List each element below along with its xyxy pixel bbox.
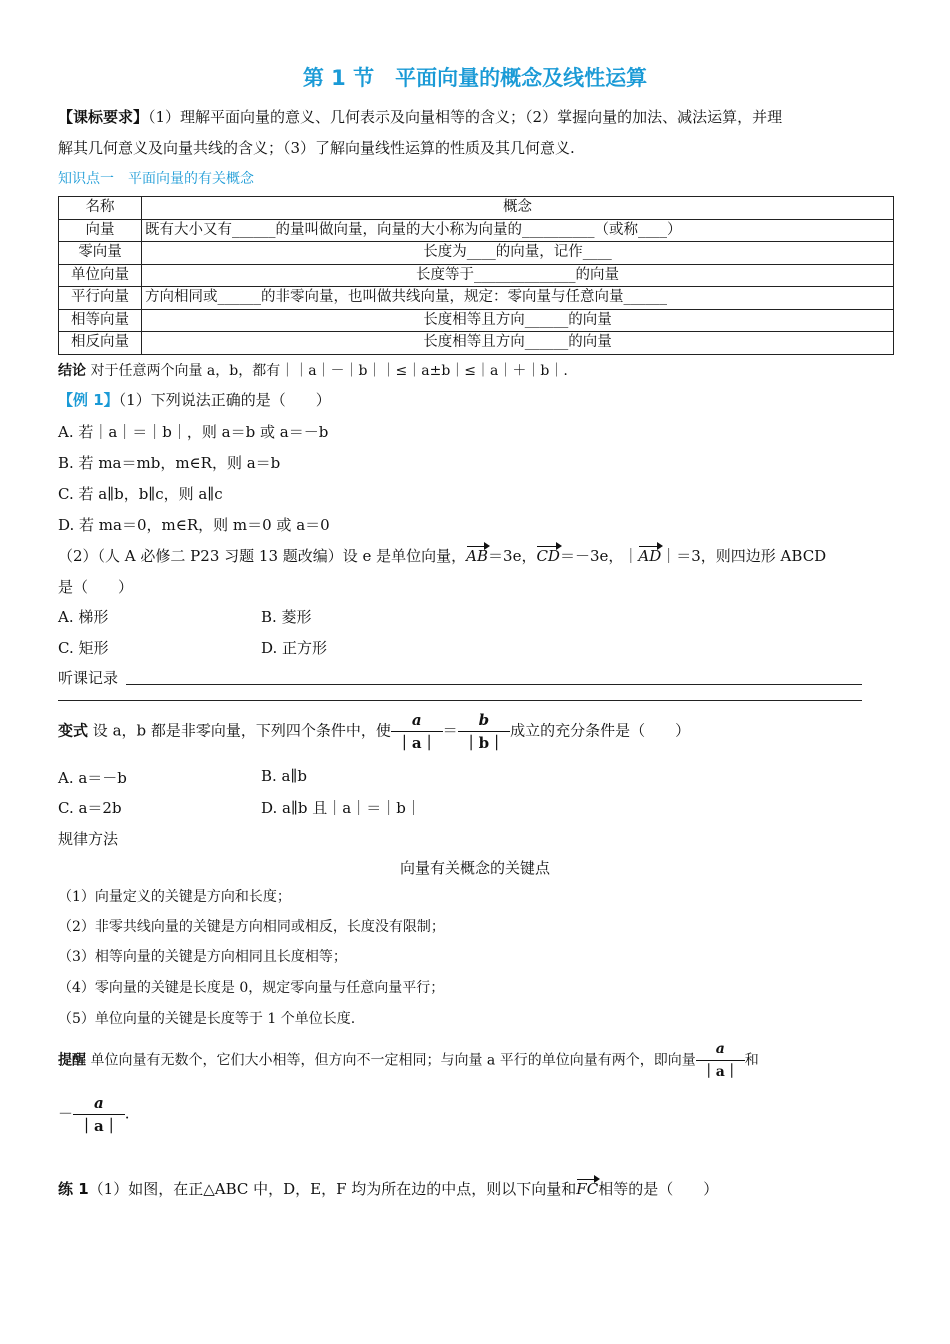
- curriculum-label: 【课标要求】: [58, 108, 149, 126]
- practice1-text2: 相等的是（ ）: [598, 1180, 719, 1198]
- row-name: 相反向量: [59, 332, 142, 355]
- method-item: （1）向量定义的关键是方向和长度；: [58, 889, 291, 905]
- row-name: 相等向量: [59, 309, 142, 332]
- row-concept: 长度相等且方向______的向量: [142, 332, 894, 355]
- variant-line: [58, 709, 690, 754]
- notes-line-1: [126, 684, 862, 685]
- variant-option-d: D. a∥b 且｜a｜＝｜b｜: [261, 799, 421, 817]
- table-row: [59, 242, 894, 265]
- row-concept: 长度相等且方向______的向量: [142, 309, 894, 332]
- fraction-neg-a-over-norm-a: [73, 1092, 125, 1137]
- q2-option-c: C. 矩形: [58, 639, 109, 657]
- row-name: 平行向量: [59, 287, 142, 310]
- q2-line2: 是（ ）: [58, 578, 134, 596]
- option-d: D. 若 ma＝0，m∈R，则 m＝0 或 a＝0: [58, 516, 330, 534]
- curriculum-text1: （1）理解平面向量的意义、几何表示及向量相等的含义；（2）掌握向量的加法、减法运算，并理: [148, 108, 783, 126]
- fraction-num: a: [411, 711, 422, 729]
- vector-fc: FC: [576, 1180, 599, 1198]
- row-concept: 长度为____的向量，记作____: [142, 242, 894, 265]
- example1-question2: [58, 545, 826, 566]
- fraction-den: ｜a｜: [73, 1114, 125, 1137]
- variant-option-a: A. a＝－b: [58, 769, 127, 787]
- option-b: B. 若 ma＝mb，m∈R，则 a＝b: [58, 454, 281, 472]
- example1-q1-text: （1）下列说法正确的是（ ）: [118, 391, 331, 409]
- table-row: [59, 219, 894, 242]
- fraction-num: b: [478, 711, 490, 729]
- q2-prefix: （2）（人 A 必修二 P23 习题 13 题改编）设 e 是单位向量，: [58, 547, 467, 565]
- fraction-a-over-norm-a: [696, 1038, 745, 1083]
- q2-mid2: ＝－3e，｜: [559, 547, 639, 565]
- method-heading: 向量有关概念的关键点: [399, 859, 550, 877]
- variant-eq: ＝: [442, 721, 458, 740]
- variant-text2: 成立的充分条件是（ ）: [510, 721, 691, 740]
- option-c: C. 若 a∥b，b∥c，则 a∥c: [58, 485, 223, 503]
- variant-text1: 设 a，b 都是非零向量，下列四个条件中，使: [92, 721, 391, 740]
- conclusion-line: [58, 360, 568, 380]
- method-item: （2）非零共线向量的关键是方向相同或相反，长度没有限制；: [58, 919, 445, 935]
- curriculum-requirement-line1: [58, 106, 782, 127]
- practice1-line: [58, 1178, 718, 1199]
- vector-cd: CD: [536, 547, 560, 565]
- example1-question1: [58, 389, 331, 410]
- fraction-den: ｜b｜: [458, 731, 511, 754]
- variant-label: 变式: [58, 721, 89, 740]
- section-title: 第 1 节 平面向量的概念及线性运算: [302, 66, 648, 90]
- q2-mid1: ＝3e，: [488, 547, 537, 565]
- notes-label: 听课记录: [58, 669, 119, 687]
- concept-table: [58, 196, 894, 355]
- method-label: 规律方法: [58, 830, 119, 848]
- q2-option-d: D. 正方形: [261, 639, 328, 657]
- notes-line-2: [58, 700, 862, 701]
- conclusion-text: 对于任意两个向量 a，b，都有｜｜a｜－｜b｜｜≤｜a±b｜≤｜a｜＋｜b｜.: [90, 363, 568, 379]
- option-a: A. 若｜a｜＝｜b｜，则 a＝b 或 a＝－b: [58, 423, 329, 441]
- reminder-line2: [58, 1092, 130, 1137]
- reminder-line: [58, 1038, 759, 1083]
- fraction-den: ｜a｜: [391, 731, 443, 754]
- header-name: 名称: [59, 197, 142, 220]
- vector-ab: AB: [466, 547, 489, 565]
- table-row: [59, 309, 894, 332]
- fraction-b-over-norm-b: [458, 709, 511, 754]
- method-item: （5）单位向量的关键是长度等于 1 个单位长度.: [58, 1011, 356, 1027]
- variant-option-c: C. a＝2b: [58, 799, 122, 817]
- variant-option-b: B. a∥b: [261, 767, 308, 785]
- q2-option-a: A. 梯形: [58, 608, 109, 626]
- vector-ad: AD: [638, 547, 662, 565]
- conclusion-label: 结论: [58, 363, 86, 379]
- fraction-num: a: [94, 1094, 104, 1112]
- table-header-row: [59, 197, 894, 220]
- row-name: 零向量: [59, 242, 142, 265]
- q2-mid3: ｜＝3，则四边形 ABCD: [661, 547, 827, 565]
- fraction-a-over-norm-a: [391, 709, 443, 754]
- reminder-end: .: [124, 1104, 130, 1123]
- row-concept: 既有大小又有______的量叫做向量，向量的大小称为向量的__________（或称____）: [142, 219, 894, 242]
- knowledge-point-heading: 知识点一 平面向量的有关概念: [58, 171, 254, 187]
- header-concept: 概念: [142, 197, 894, 220]
- method-item: （4）零向量的关键是长度是 0，规定零向量与任意向量平行；: [58, 980, 445, 996]
- row-concept: 长度等于______________的向量: [142, 264, 894, 287]
- reminder-minus: －: [58, 1104, 74, 1123]
- reminder-label: 提醒: [58, 1052, 86, 1069]
- row-name: 单位向量: [59, 264, 142, 287]
- row-concept: 方向相同或______的非零向量，也叫做共线向量，规定：零向量与任意向量______: [142, 287, 894, 310]
- table-row: [59, 287, 894, 310]
- curriculum-requirement-line2: 解其几何意义及向量共线的含义；（3）了解向量线性运算的性质及其几何意义.: [58, 139, 575, 157]
- table-row: [59, 332, 894, 355]
- practice1-label: 练 1: [58, 1180, 89, 1198]
- row-name: 向量: [59, 219, 142, 242]
- reminder-text: 单位向量有无数个，它们大小相等，但方向不一定相同；与向量 a 平行的单位向量有两个，即向量: [90, 1052, 696, 1069]
- example1-label: 【例 1】: [58, 391, 119, 409]
- q2-option-b: B. 菱形: [261, 608, 312, 626]
- table-row: [59, 264, 894, 287]
- fraction-num: a: [715, 1041, 725, 1057]
- method-item: （3）相等向量的关键是方向相同且长度相等；: [58, 949, 347, 965]
- reminder-and: 和: [744, 1052, 759, 1069]
- practice1-text1: （1）如图，在正△ABC 中，D，E，F 均为所在边的中点，则以下向量和: [88, 1180, 577, 1198]
- fraction-den: ｜a｜: [696, 1060, 745, 1083]
